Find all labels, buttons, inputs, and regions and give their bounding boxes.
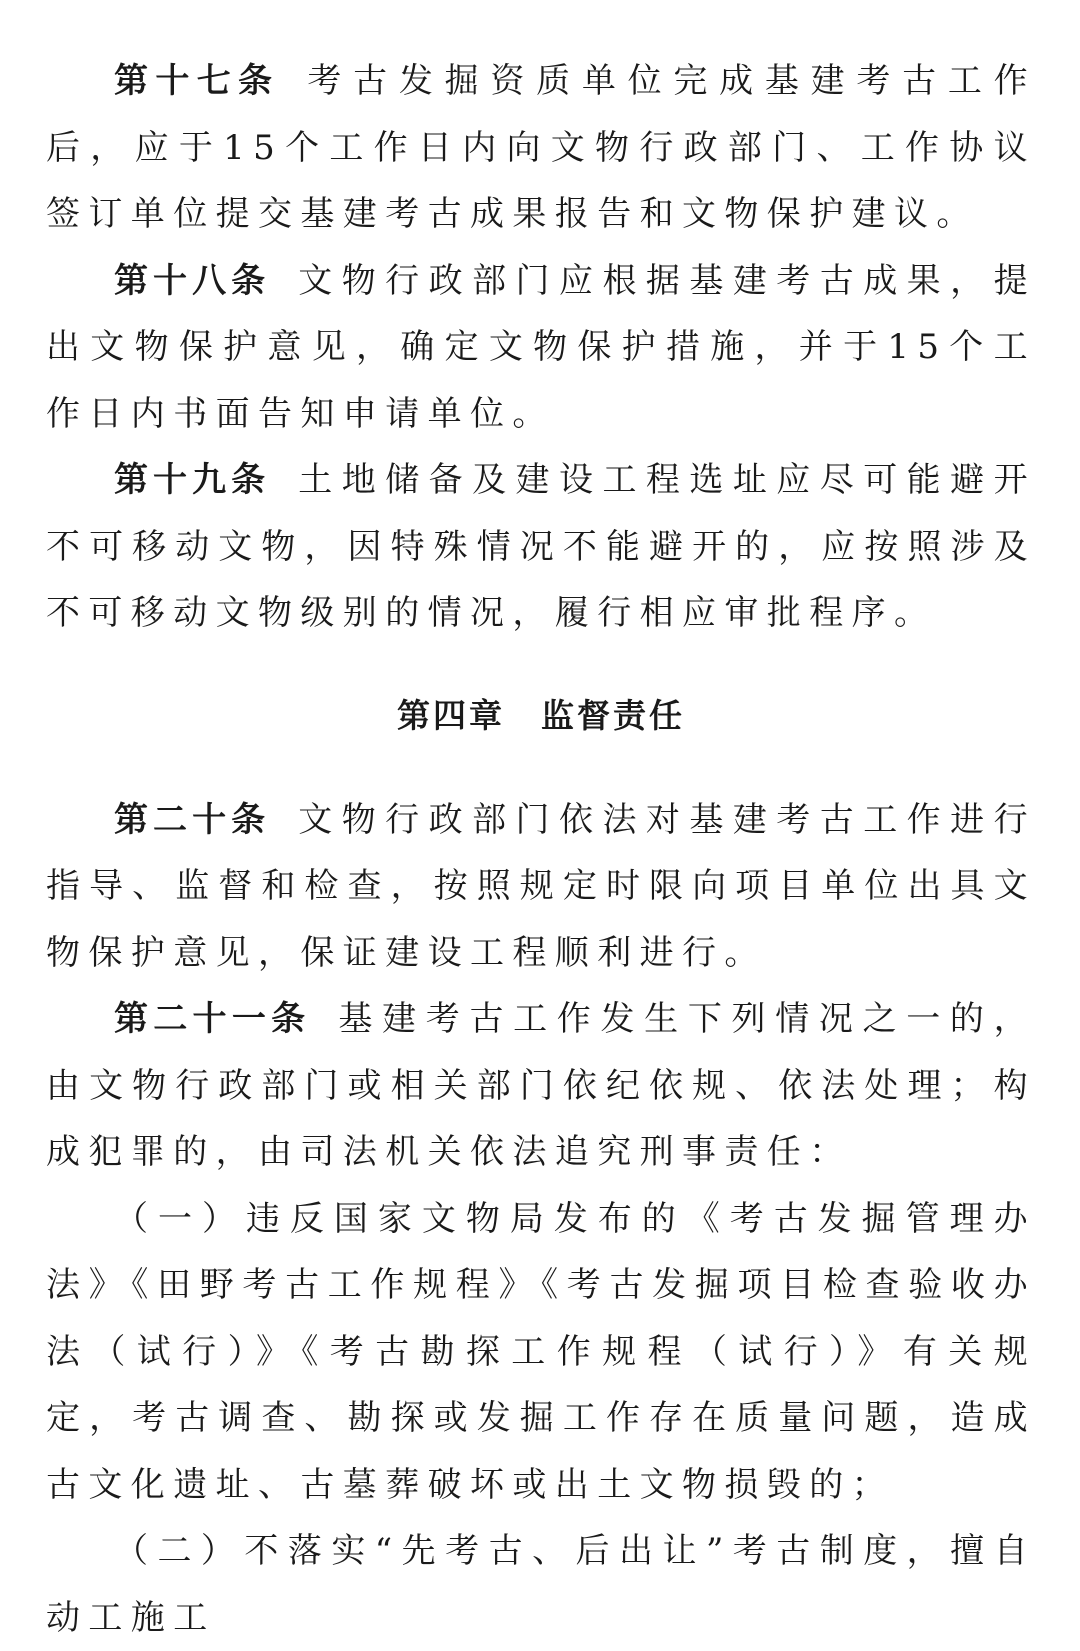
article-label: 第二十条 xyxy=(114,799,271,840)
chapter-number: 第四章 xyxy=(397,695,505,735)
article-text: 文物行政部门应根据基建考古成果，提出文物保护意见，确定文物保护措施，并于15个工作日内书面告知申请单位。 xyxy=(46,260,1036,434)
article-label: 第二十一条 xyxy=(114,999,311,1039)
article-18 xyxy=(46,248,1036,448)
list-item: （一）违反国家文物局发布的《考古发掘管理办法》《田野考古工作规程》《考古发掘项目检查验收办法（试行）》《考古勘探工作规程（试行）》有关规定，考古调查、勘探或发掘工作存在质量问题，造成古文化遗址、古墓葬破坏或出土文物损毁的； xyxy=(46,1198,1036,1505)
chapter-heading xyxy=(46,683,1036,749)
article-label: 第十八条 xyxy=(114,260,271,301)
article-17 xyxy=(46,48,1036,248)
article-19 xyxy=(46,447,1036,647)
article-text: 基建考古工作发生下列情况之一的，由文物行政部门或相关部门依纪依规、依法处理；构成犯罪的，由司法机关依法追究刑事责任： xyxy=(46,999,1037,1172)
article-text: 文物行政部门依法对基建考古工作进行指导、监督和检查，按照规定时限向项目单位出具文物保护意见，保证建设工程顺利进行。 xyxy=(46,799,1036,973)
list-item: （二）不落实“先考古、后出让”考古制度，擅自动工施工 xyxy=(46,1531,1036,1638)
article-20 xyxy=(46,787,1036,987)
article-text: 考古发掘资质单位完成基建考古工作后，应于15个工作日内向文物行政部门、工作协议签订单位提交基建考古成果报告和文物保护建议。 xyxy=(46,61,1036,234)
article-label: 第十九条 xyxy=(114,460,271,500)
article-label: 第十七条 xyxy=(114,61,280,101)
article-text: 土地储备及建设工程选址应尽可能避开不可移动文物，因特殊情况不能避开的，应按照涉及不可移动文物级别的情况，履行相应审批程序。 xyxy=(46,460,1036,633)
article-21 xyxy=(46,986,1036,1186)
chapter-title: 监督责任 xyxy=(541,695,685,735)
